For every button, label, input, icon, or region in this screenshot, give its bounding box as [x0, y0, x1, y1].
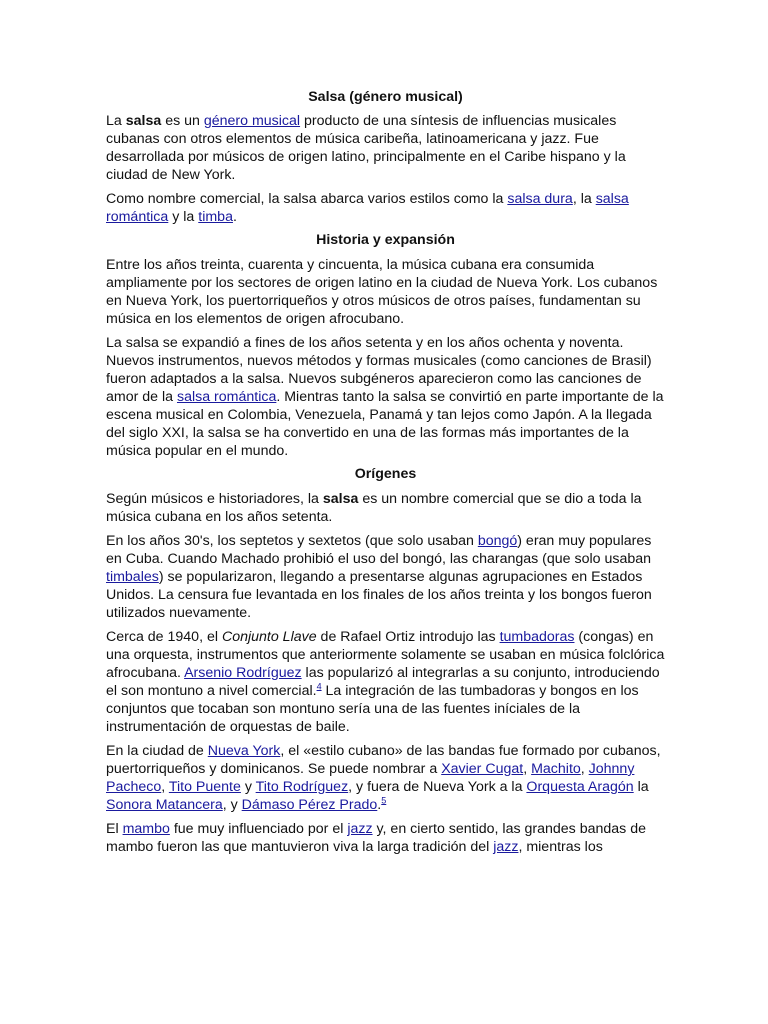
text: fue muy influenciado por el [169, 821, 348, 837]
link-jazz-2[interactable]: jazz [493, 839, 519, 855]
link-salsa-dura[interactable]: salsa dura [507, 191, 573, 207]
paragraph-intro [106, 112, 665, 184]
text: ) se popularizaron, llegando a presentarse algunas agrupaciones en Estados Unidos. La censura fue levantada en los finales de los años treinta y los bongos fueron utilizados nuevamente. [106, 569, 652, 621]
link-orquesta-aragon[interactable]: Orquesta Aragón [526, 779, 634, 795]
link-jazz[interactable]: jazz [347, 821, 373, 837]
text: , mientras los [518, 839, 603, 855]
link-nueva-york[interactable]: Nueva York [207, 743, 281, 759]
link-machito[interactable]: Machito [531, 761, 581, 777]
text: producto de una síntesis de influencias musicales cubanas con otros elementos de música caribeña, latinoamericana y jazz. Fue desarrollada por músicos de origen latino, principalmente en el Caribe hispano y la ciudad de New York. [106, 113, 626, 183]
text: , [580, 761, 589, 777]
text: La integración de las tumbadoras y bongos en los conjuntos que tocaban son montuno sería una de las fuentes iníciales de la instrumentación de orquestas de baile. [106, 683, 639, 735]
link-xavier-cugat[interactable]: Xavier Cugat [441, 761, 524, 777]
text: En los años 30's, los septetos y sextetos (que solo usaban [106, 533, 478, 549]
text: La [106, 113, 126, 129]
text: En la ciudad de [106, 743, 208, 759]
footnote-link-4[interactable]: 4 [316, 681, 322, 692]
text: . Mientras tanto la salsa se convirtió en parte importante de la escena musical en Colombia, Venezuela, Panamá y tan lejos como Japón. A la llegada del siglo XXI, la salsa se ha convertido en una de las formas más importantes de la música popular en el mundo. [106, 389, 664, 459]
text: es un [161, 113, 204, 129]
paragraph-styles [106, 190, 665, 226]
link-damaso-perez-prado[interactable]: Dámaso Pérez Prado [241, 797, 378, 813]
text: y, en cierto sentido, las grandes bandas de mambo fueron las que mantuvieron viva la larga tradición del [106, 821, 646, 855]
paragraph-origenes-1 [106, 490, 665, 526]
text: La salsa se expandió a fines de los años setenta y en los años ochenta y noventa. Nuevos instrumentos, nuevos métodos y formas musicales (como canciones de Brasil) fueron adaptados a la salsa. Nuevos subgéneros aparecieron como las canciones de amor de la [106, 335, 652, 405]
page-title: Salsa (género musical) [308, 89, 463, 105]
section-heading-historia: Historia y expansión [316, 232, 455, 248]
link-tito-rodriguez[interactable]: Tito Rodríguez [255, 779, 349, 795]
text: es un nombre comercial que se dio a toda la música cubana en los años setenta. [106, 491, 642, 525]
text: Según músicos e historiadores, la [106, 491, 323, 507]
text: El [106, 821, 123, 837]
paragraph-historia-2 [106, 334, 665, 460]
text: , y [222, 797, 242, 813]
link-timbales[interactable]: timbales [106, 569, 159, 585]
text: , la [572, 191, 596, 207]
footnote-link-5[interactable]: 5 [381, 795, 387, 806]
link-sonora-matancera[interactable]: Sonora Matancera [106, 797, 223, 813]
link-genero-musical[interactable]: género musical [203, 113, 301, 129]
text: ) eran muy populares en Cuba. Cuando Machado prohibió el uso del bongó, las charangas (que solo usaban [106, 533, 652, 567]
text: y [240, 779, 256, 795]
text: las popularizó al integrarlas a su conjunto, introduciendo el son montuno a nivel comercial. [106, 665, 660, 699]
section-heading-origenes: Orígenes [354, 466, 417, 482]
text: , y fuera de Nueva York a la [348, 779, 527, 795]
bold-term: salsa [322, 491, 359, 507]
paragraph-origenes-5 [106, 820, 665, 856]
italic-term: Conjunto Llave [221, 629, 317, 645]
text: la [633, 779, 649, 795]
text: Como nombre comercial, la salsa abarca varios estilos como la [106, 191, 508, 207]
text: Cerca de 1940, el [106, 629, 222, 645]
bold-term: salsa [125, 113, 162, 129]
link-salsa-romantica[interactable]: salsa romántica [106, 191, 629, 225]
link-arsenio-rodriguez[interactable]: Arsenio Rodríguez [184, 665, 302, 681]
link-tito-puente[interactable]: Tito Puente [168, 779, 241, 795]
text: , el «estilo cubano» de las bandas fue formado por cubanos, puertorriqueños y dominicanos. Se puede nombrar a [106, 743, 661, 777]
paragraph-origenes-2 [106, 532, 665, 622]
text: , [523, 761, 532, 777]
text: y la [168, 209, 199, 225]
text: (congas) en una orquesta, instrumentos que anteriormente solamente se usaban en música folclórica afrocubana. [106, 629, 665, 681]
text: . [377, 797, 382, 813]
link-tumbadoras[interactable]: tumbadoras [499, 629, 575, 645]
link-timba[interactable]: timba [198, 209, 233, 225]
link-mambo[interactable]: mambo [122, 821, 170, 837]
link-johnny-pacheco[interactable]: Johnny Pacheco [106, 761, 635, 795]
paragraph-origenes-4 [106, 742, 665, 814]
text: , [161, 779, 169, 795]
paragraph-origenes-3 [106, 628, 665, 736]
text: . [232, 209, 237, 225]
link-bongo[interactable]: bongó [477, 533, 518, 549]
text: de Rafael Ortiz introdujo las [316, 629, 500, 645]
paragraph-historia-1: Entre los años treinta, cuarenta y cincuenta, la música cubana era consumida ampliamente por los sectores de origen latino en la ciudad de Nueva York. Los cubanos en Nueva York, los puertorriqueños y otros músicos de otros países, fundamentan su música en los elementos de origen afrocubano. [106, 257, 658, 327]
link-salsa-romantica-2[interactable]: salsa romántica [176, 389, 277, 405]
